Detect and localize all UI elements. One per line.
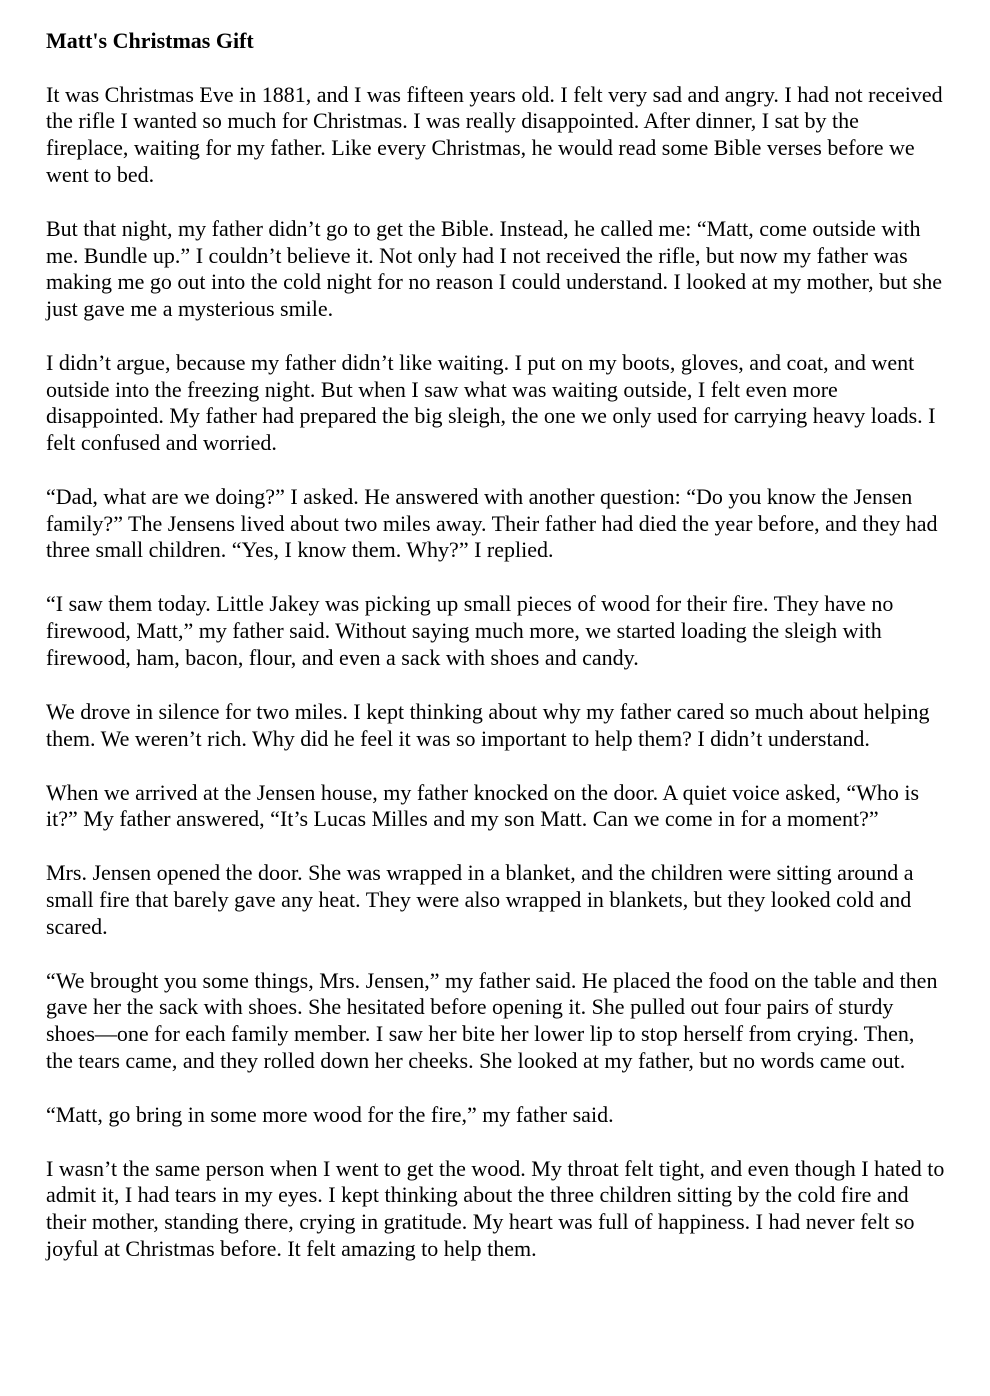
document-title: Matt's Christmas Gift <box>46 28 254 53</box>
paragraph: It was Christmas Eve in 1881, and I was fifteen years old. I felt very sad and angry. I had not received the rifle I wanted so much for Christmas. I was really disappointed. After dinner, I sat by the fireplace, waiting for my father. Like every Christmas, he would read some Bible verses before we went to bed. <box>46 81 943 187</box>
paragraph: “Dad, what are we doing?” I asked. He answered with another question: “Do you know the Jensen family?” The Jensens lived about two miles away. Their father had died the year before, and they had three small children. “Yes, I know them. Why?” I replied. <box>46 484 938 563</box>
paragraph: “We brought you some things, Mrs. Jensen,” my father said. He placed the food on the table and then gave her the sack with shoes. She hesitated before opening it. She pulled out four pairs of sturdy shoes—one for each family member. I saw her bite her lower lip to stop herself from crying. Then, the tears came, and they rolled down her cheeks. She looked at my father, but no words came out. <box>46 967 938 1073</box>
paragraph: When we arrived at the Jensen house, my father knocked on the door. A quiet voice asked, “Who is it?” My father answered, “It’s Lucas Milles and my son Matt. Can we come in for a moment?” <box>46 779 920 832</box>
paragraph: I didn’t argue, because my father didn’t like waiting. I put on my boots, gloves, and coat, and went outside into the freezing night. But when I saw what was waiting outside, I felt even more disappointed. My father had prepared the big sleigh, the one we only used for carrying heavy loads. I felt confused and worried. <box>46 349 936 456</box>
document-page <box>46 28 946 1263</box>
paragraph: “I saw them today. Little Jakey was picking up small pieces of wood for their fire. They have no firewood, Matt,” my father said. Without saying much more, we started loading the sleigh with firewood, ham, bacon, flour, and even a sack with shoes and candy. <box>46 591 894 670</box>
paragraph: “Matt, go bring in some more wood for the fire,” my father said. <box>46 1101 614 1127</box>
paragraph: But that night, my father didn’t go to get the Bible. Instead, he called me: “Matt, come outside with me. Bundle up.” I couldn’t believe it. Not only had I not received the rifle, but now my father was making me go out into the cold night for no reason I could understand. I looked at my mother, but she just gave me a mysterious smile. <box>46 215 943 321</box>
paragraph: Mrs. Jensen opened the door. She was wrapped in a blanket, and the children were sitting around a small fire that barely gave any heat. They were also wrapped in blankets, but they looked cold and scared. <box>46 860 914 939</box>
paragraph: I wasn’t the same person when I went to get the wood. My throat felt tight, and even though I hated to admit it, I had tears in my eyes. I kept thinking about the three children sitting by the cold fire and their mother, standing there, crying in gratitude. My heart was full of happiness. I had never felt so joyful at Christmas before. It felt amazing to help them. <box>46 1155 945 1261</box>
paragraph: We drove in silence for two miles. I kept thinking about why my father cared so much about helping them. We weren’t rich. Why did he feel it was so important to help them? I didn’t understand. <box>46 698 930 751</box>
